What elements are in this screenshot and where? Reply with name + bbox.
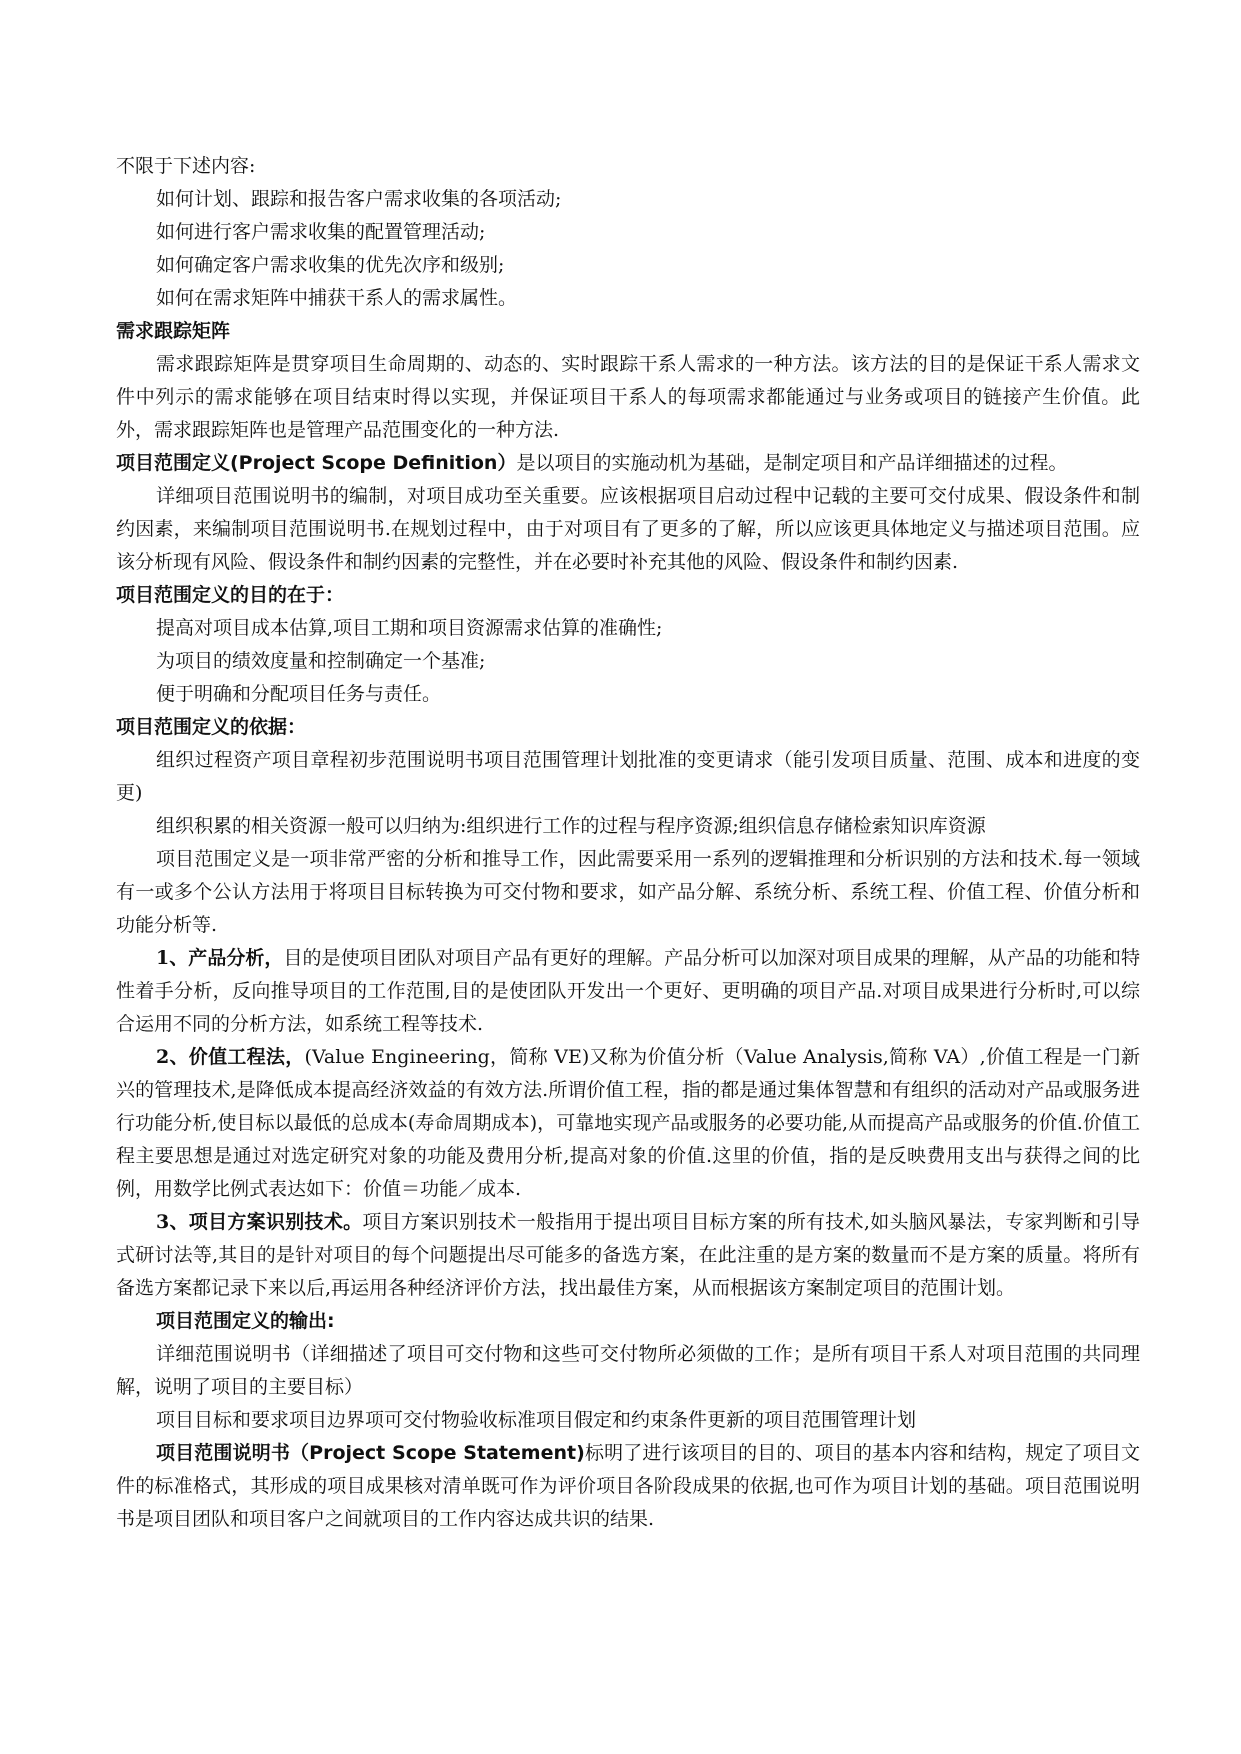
output-paragraph: 详细范围说明书（详细描述了项目可交付物和这些可交付物所必须做的工作；是所有项目干系人对项目范围的共同理解，说明了项目的主要目标） xyxy=(116,1343,1140,1398)
intro-lead: 不限于下述内容: xyxy=(116,155,256,177)
method-body: 目的是使项目团队对项目产品有更好的理解。产品分析可以加深对项目成果的理解，从产品的功能和特性着手分析，反向推导项目的工作范围,目的是使团队开发出一个更好、更明确的项目产品.对项目成果进行分析时,可以综合运用不同的分析方法，如系统工程等技术. xyxy=(116,947,1140,1035)
method-title: 1、产品分析， xyxy=(156,947,284,969)
definition-paragraph xyxy=(116,447,1140,480)
method-title: 2、价值工程法， xyxy=(156,1046,305,1068)
basis-heading: 项目范围定义的依据： xyxy=(116,716,307,738)
method-product-analysis xyxy=(116,942,1140,1041)
basis-paragraph: 组织过程资产项目章程初步范围说明书项目范围管理计划批准的变更请求（能引发项目质量、范围、成本和进度的变更) xyxy=(116,749,1140,804)
method-alternatives-identification xyxy=(116,1206,1140,1305)
document-page xyxy=(116,150,1140,1536)
intro-item: 如何进行客户需求收集的配置管理活动; xyxy=(156,221,486,243)
rtm-paragraph: 需求跟踪矩阵是贯穿项目生命周期的、动态的、实时跟踪干系人需求的一种方法。该方法的目的是保证干系人需求文件中列示的需求能够在项目结束时得以实现，并保证项目干系人的每项需求都能通过与业务或项目的链接产生价值。此外，需求跟踪矩阵也是管理产品范围变化的一种方法. xyxy=(116,353,1140,441)
method-body: (Value Engineering，简称 VE)又称为价值分析（Value Analysis,简称 VA）,价值工程是一门新兴的管理技术,是降低成本提高经济效益的有效方法.所谓价值工程，指的都是通过集体智慧和有组织的活动对产品或服务进行功能分析,使目标以最低的总成本(寿命周期成本)，可靠地实现产品或服务的必要功能,从而提高产品或服务的价值.价值工程主要思想是通过对选定研究对象的功能及费用分析,提高对象的价值.这里的价值，指的是反映费用支出与获得之间的比例，用数学比例式表达如下：价值＝功能／成本. xyxy=(116,1046,1140,1200)
intro-item: 如何确定客户需求收集的优先次序和级别; xyxy=(156,254,505,276)
definition-title-rest: 是以项目的实施动机为基础，是制定项目和产品详细描述的过程。 xyxy=(516,452,1068,474)
purpose-item: 提高对项目成本估算,项目工期和项目资源需求估算的准确性; xyxy=(156,617,663,639)
method-title: 3、项目方案识别技术。 xyxy=(156,1211,363,1233)
definition-body: 详细项目范围说明书的编制，对项目成功至关重要。应该根据项目启动过程中记载的主要可交付成果、假设条件和制约因素，来编制项目范围说明书.在规划过程中，由于对项目有了更多的了解，所以应该更具体地定义与描述项目范围。应该分析现有风险、假设条件和制约因素的完整性，并在必要时补充其他的风险、假设条件和制约因素. xyxy=(116,485,1140,573)
purpose-item: 为项目的绩效度量和控制确定一个基准; xyxy=(156,650,486,672)
purpose-item: 便于明确和分配项目任务与责任。 xyxy=(156,683,442,705)
method-body: 项目方案识别技术一般指用于提出项目目标方案的所有技术,如头脑风暴法，专家判断和引导式研讨法等,其目的是针对项目的每个问题提出尽可能多的备选方案，在此注重的是方案的数量而不是方案的质量。将所有备选方案都记录下来以后,再运用各种经济评价方法，找出最佳方案，从而根据该方案制定项目的范围计划。 xyxy=(116,1211,1140,1299)
purpose-heading: 项目范围定义的目的在于： xyxy=(116,584,345,606)
output-paragraph: 项目目标和要求项目边界项可交付物验收标准项目假定和约束条件更新的项目范围管理计划 xyxy=(156,1409,917,1431)
statement-title: 项目范围说明书（Project Scope Statement) xyxy=(156,1442,585,1464)
output-heading: 项目范围定义的输出: xyxy=(156,1310,335,1332)
method-value-engineering xyxy=(116,1041,1140,1206)
intro-item: 如何在需求矩阵中捕获干系人的需求属性。 xyxy=(156,287,518,309)
statement-paragraph xyxy=(116,1437,1140,1536)
intro-item: 如何计划、跟踪和报告客户需求收集的各项活动; xyxy=(156,188,562,210)
basis-paragraph: 项目范围定义是一项非常严密的分析和推导工作，因此需要采用一系列的逻辑推理和分析识别的方法和技术.每一领域有一或多个公认方法用于将项目目标转换为可交付物和要求，如产品分解、系统分析、系统工程、价值工程、价值分析和功能分析等. xyxy=(116,848,1140,936)
basis-paragraph: 组织积累的相关资源一般可以归纳为:组织进行工作的过程与程序资源;组织信息存储检索知识库资源 xyxy=(156,815,986,837)
rtm-heading: 需求跟踪矩阵 xyxy=(116,320,231,342)
definition-title: 项目范围定义(Project Scope Definition） xyxy=(116,452,517,474)
statement-body: 标明了进行该项目的目的、项目的基本内容和结构，规定了项目文件的标准格式，其形成的项目成果核对清单既可作为评价项目各阶段成果的依据,也可作为项目计划的基础。项目范围说明书是项目团队和项目客户之间就项目的工作内容达成共识的结果. xyxy=(116,1442,1140,1530)
